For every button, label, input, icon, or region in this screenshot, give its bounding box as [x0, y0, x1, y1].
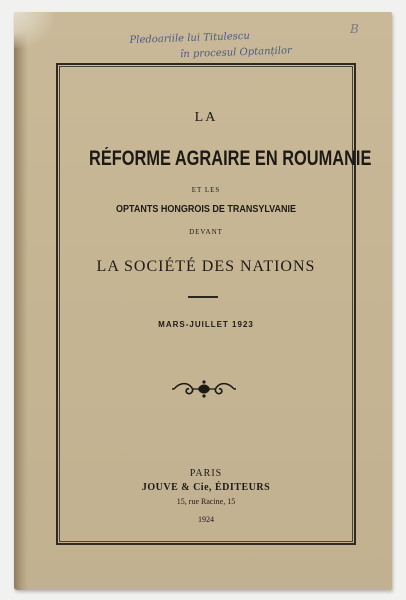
- publisher-city: PARIS: [189, 468, 223, 479]
- subtitle: OPTANTS HONGROIS DE TRANSYLVANIE: [115, 204, 296, 215]
- main-title: RÉFORME AGRAIRE EN ROUMANIE: [89, 147, 372, 170]
- worn-corner: [14, 12, 54, 48]
- before-text: DEVANT: [189, 228, 223, 236]
- publisher-name: JOUVE & Cie, ÉDITEURS: [141, 482, 271, 493]
- institution-title: LA SOCIÉTÉ DES NATIONS: [96, 258, 316, 275]
- annotation-line-1: Pledoariile lui Titulescu: [129, 30, 251, 47]
- corner-mark: B: [350, 22, 359, 36]
- ornament-icon: [172, 378, 236, 400]
- title-article: LA: [194, 110, 218, 125]
- annotation-line-2: în procesul Optanților: [179, 45, 292, 61]
- divider-rule: [188, 296, 218, 298]
- date-range: MARS-JUILLET 1923: [158, 320, 254, 329]
- publisher-address: 15, rue Racine, 15: [176, 497, 236, 506]
- connector-text: ET LES: [191, 186, 221, 194]
- publication-year: 1924: [198, 515, 214, 524]
- spine-edge: [14, 12, 28, 590]
